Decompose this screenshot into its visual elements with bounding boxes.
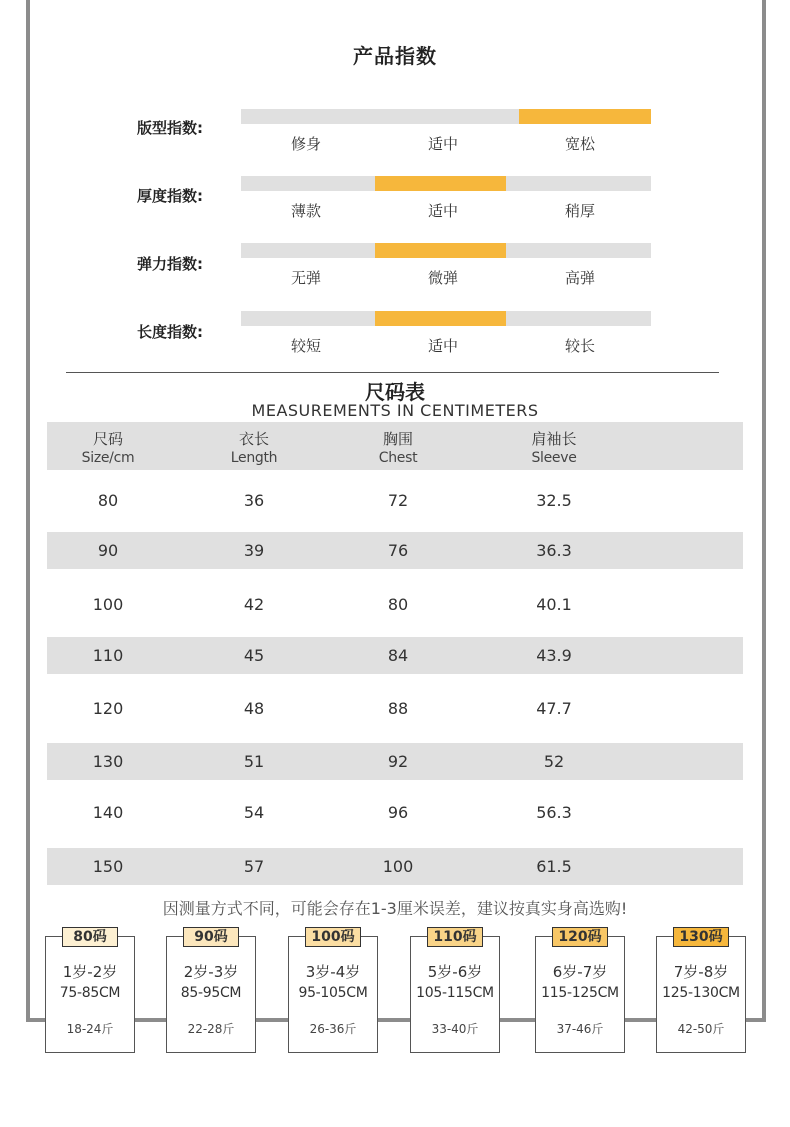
table-cell: 51 [243, 752, 265, 771]
table-cell: 90 [97, 541, 119, 560]
table-cell: 57 [243, 857, 265, 876]
table-row [47, 743, 743, 780]
header-zh: 肩袖长 [531, 430, 577, 448]
size-card-tag: 110码 [427, 927, 483, 947]
index-option: 无弹 [290, 269, 321, 287]
size-card-height: 85-95CM [180, 985, 242, 1001]
table-cell: 140 [92, 803, 124, 822]
table-row [47, 482, 743, 519]
table-cell: 92 [387, 752, 409, 771]
size-card-weight: 42-50斤 [677, 1022, 725, 1036]
size-card-weight: 18-24斤 [66, 1022, 114, 1036]
size-card-weight: 26-36斤 [309, 1022, 357, 1036]
table-cell: 47.7 [536, 699, 572, 718]
size-card-tag: 90码 [183, 927, 239, 947]
size-card-tag: 120码 [552, 927, 608, 947]
frame-bottom-border [26, 1018, 766, 1022]
size-card-age: 2岁-3岁 [183, 963, 239, 981]
size-card [288, 929, 378, 1053]
index-option: 薄款 [290, 202, 321, 220]
index-option: 适中 [427, 202, 458, 220]
table-cell: 61.5 [536, 857, 572, 876]
table-cell: 76 [387, 541, 409, 560]
header-size [48, 422, 168, 466]
table-cell: 40.1 [536, 595, 572, 614]
table-row [47, 586, 743, 623]
header-zh: 衣长 [238, 430, 269, 448]
index-option: 较长 [564, 337, 595, 355]
index-bar-fill [375, 311, 506, 326]
measurement-note: 因测量方式不同，可能会存在1-3厘米误差，建议按真实身高选购! [162, 899, 628, 918]
table-cell: 96 [387, 803, 409, 822]
index-option: 适中 [427, 337, 458, 355]
table-cell: 36.3 [536, 541, 572, 560]
index-bar-elasticity [241, 243, 651, 258]
table-row [47, 848, 743, 885]
size-card [166, 929, 256, 1053]
table-cell: 36 [243, 491, 265, 510]
product-index-title: 产品指数 [353, 44, 437, 68]
index-label-thickness: 厚度指数: [137, 187, 203, 205]
index-option: 微弹 [427, 269, 458, 287]
table-cell: 80 [387, 595, 409, 614]
frame-left-border [26, 0, 30, 1022]
size-chart-title: 尺码表 [365, 380, 425, 404]
table-cell: 48 [243, 699, 265, 718]
table-cell: 150 [92, 857, 124, 876]
table-cell: 100 [92, 595, 124, 614]
size-card-weight: 33-40斤 [431, 1022, 479, 1036]
table-row [47, 637, 743, 674]
index-label-elasticity: 弹力指数: [137, 255, 203, 273]
header-chest [338, 422, 458, 466]
table-row [47, 532, 743, 569]
table-row [47, 794, 743, 831]
size-table-header [47, 422, 743, 470]
table-cell: 45 [243, 646, 265, 665]
index-option: 适中 [427, 135, 458, 153]
size-card-weight: 22-28斤 [187, 1022, 235, 1036]
size-card-age: 6岁-7岁 [552, 963, 608, 981]
index-option: 高弹 [564, 269, 595, 287]
table-cell: 43.9 [536, 646, 572, 665]
table-cell: 84 [387, 646, 409, 665]
table-cell: 88 [387, 699, 409, 718]
size-card-tag: 130码 [673, 927, 729, 947]
table-cell: 54 [243, 803, 265, 822]
table-row [47, 690, 743, 727]
size-card-age: 3岁-4岁 [305, 963, 361, 981]
index-bar-fill [375, 176, 506, 191]
header-sleeve [494, 422, 614, 466]
header-length [194, 422, 314, 466]
index-bar-fill [375, 243, 506, 258]
size-card-height: 95-105CM [298, 985, 368, 1001]
size-card-tag: 80码 [62, 927, 118, 947]
size-card [535, 929, 625, 1053]
size-card-age: 5岁-6岁 [427, 963, 483, 981]
size-card-age: 7岁-8岁 [673, 963, 729, 981]
table-cell: 39 [243, 541, 265, 560]
table-cell: 52 [543, 752, 565, 771]
table-cell: 72 [387, 491, 409, 510]
index-bar-fit [241, 109, 651, 124]
table-cell: 120 [92, 699, 124, 718]
size-card-height: 105-115CM [416, 985, 494, 1001]
size-card [656, 929, 746, 1053]
size-card-weight: 37-46斤 [556, 1022, 604, 1036]
size-card [45, 929, 135, 1053]
size-card-height: 75-85CM [59, 985, 121, 1001]
index-option: 宽松 [564, 135, 595, 153]
table-cell: 130 [92, 752, 124, 771]
header-en: Sleeve [531, 450, 577, 466]
index-option: 稍厚 [564, 202, 595, 220]
header-en: Length [230, 450, 278, 466]
size-card-age: 1岁-2岁 [62, 963, 118, 981]
table-cell: 56.3 [536, 803, 572, 822]
table-cell: 100 [382, 857, 414, 876]
section-divider [66, 372, 719, 373]
index-label-fit: 版型指数: [137, 119, 203, 137]
index-bar-thickness [241, 176, 651, 191]
index-bar-length [241, 311, 651, 326]
index-option: 修身 [290, 135, 321, 153]
size-card-tag: 100码 [305, 927, 361, 947]
header-en: Size/cm [81, 450, 135, 466]
index-label-length: 长度指数: [137, 323, 203, 341]
table-cell: 110 [92, 646, 124, 665]
size-chart-subtitle: MEASUREMENTS IN CENTIMETERS [251, 401, 539, 420]
table-cell: 42 [243, 595, 265, 614]
size-card [410, 929, 500, 1053]
table-cell: 32.5 [536, 491, 572, 510]
size-card-height: 125-130CM [662, 985, 740, 1001]
frame-right-border [762, 0, 766, 1022]
header-en: Chest [378, 450, 418, 466]
size-card-height: 115-125CM [541, 985, 619, 1001]
table-cell: 80 [97, 491, 119, 510]
index-bar-fill [519, 109, 651, 124]
header-zh: 胸围 [382, 430, 413, 448]
index-option: 较短 [290, 337, 321, 355]
header-zh: 尺码 [92, 430, 123, 448]
